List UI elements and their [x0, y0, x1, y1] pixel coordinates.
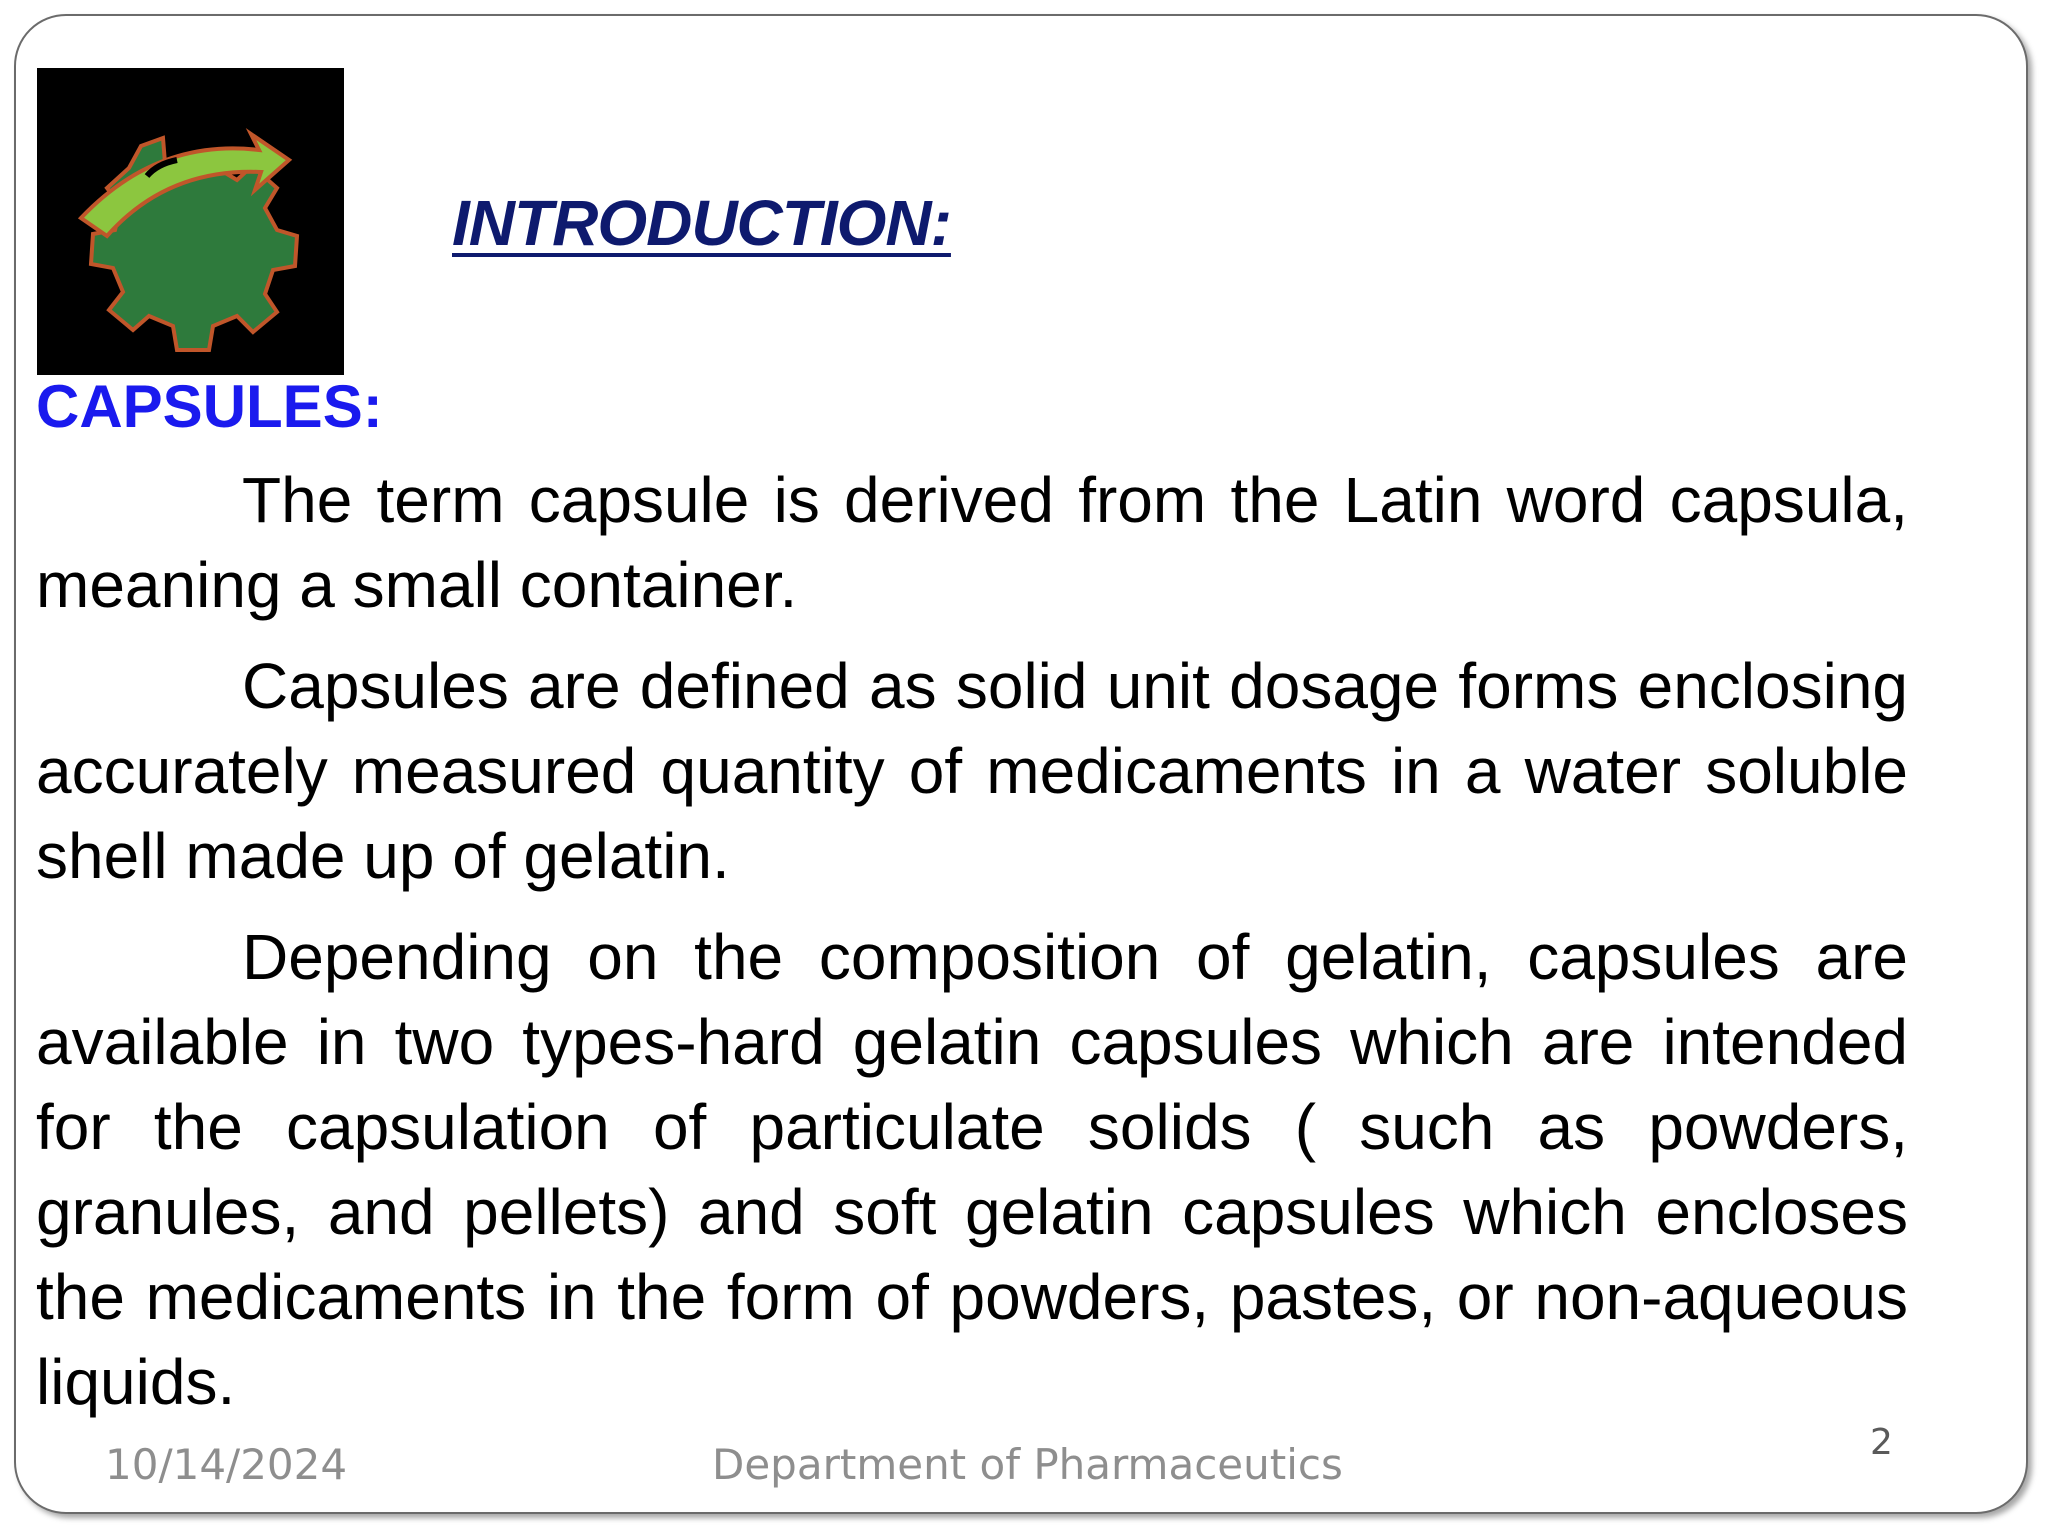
footer-date: 10/14/2024: [105, 1440, 348, 1489]
footer-department: Department of Pharmaceutics: [712, 1440, 1343, 1489]
gear-with-arrow-logo-icon: [37, 68, 344, 375]
page-number: 2: [1870, 1422, 1893, 1463]
slide-title: INTRODUCTION:: [452, 187, 951, 259]
section-heading: CAPSULES:: [36, 373, 383, 440]
paragraph-definition: Capsules are defined as solid unit dosage forms enclosing accurately measured quantity of medicaments in a water soluble shell made up of gelatin.: [36, 650, 1908, 892]
body-text: [36, 458, 1908, 1425]
paragraph-etymology: The term capsule is derived from the Latin word capsula, meaning a small container.: [36, 464, 1908, 621]
paragraph-types: Depending on the composition of gelatin, capsules are available in two types-hard gelatin capsules which are intended for the capsulation of particulate solids ( such as powders, granules, and pellets) and soft gelatin capsules which encloses the medicaments in the form of powders, pastes, or non-aqueous liquids.: [36, 921, 1908, 1418]
